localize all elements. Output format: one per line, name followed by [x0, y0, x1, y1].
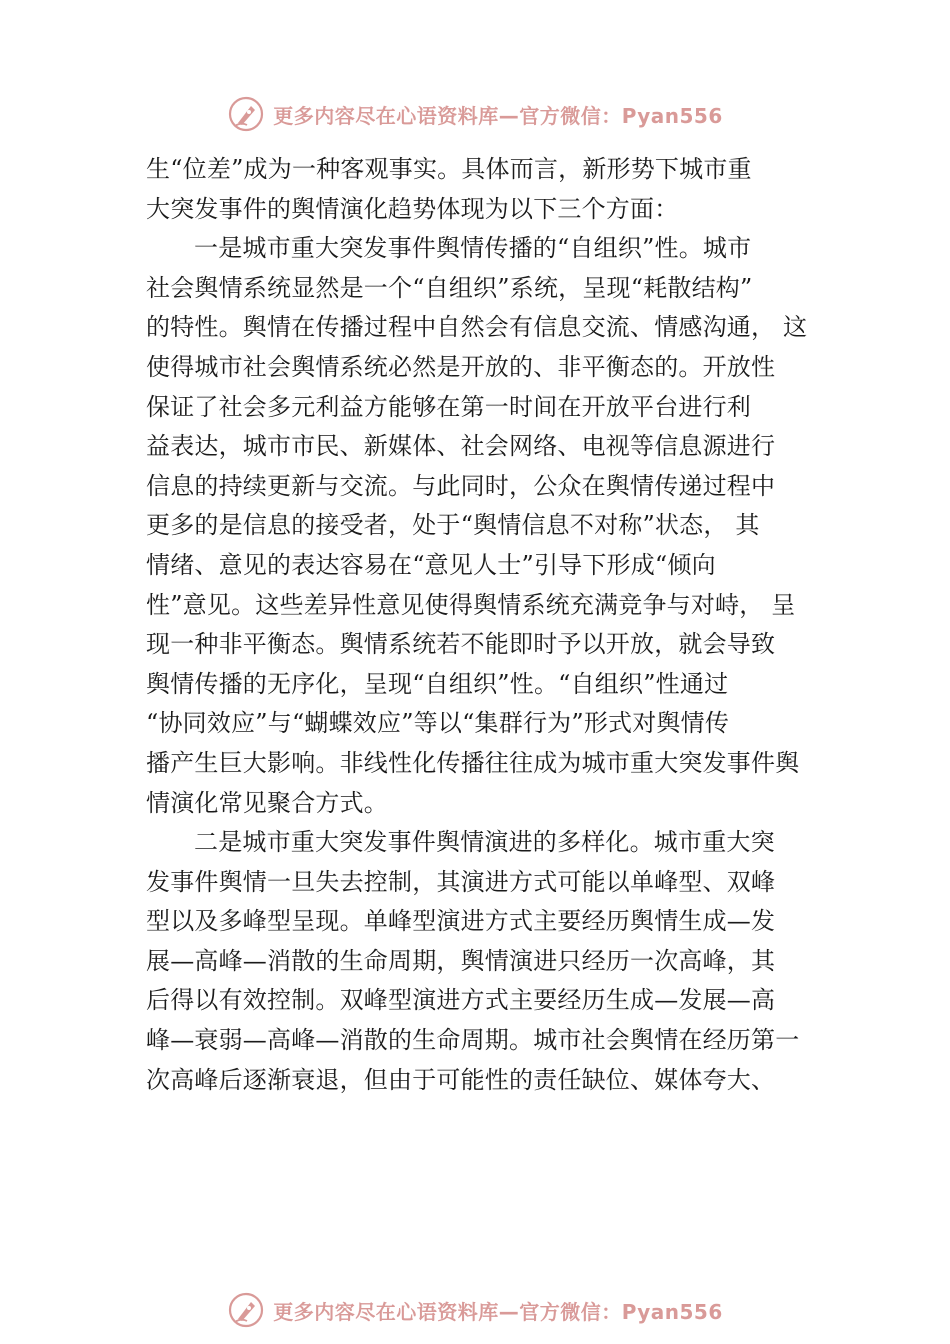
pen-nib-icon: [227, 95, 265, 133]
document-body: [146, 150, 826, 1100]
text-line: 性”意见。这些差异性意见使得舆情系统充满竞争与对峙， 呈: [146, 590, 796, 619]
text-line: “协同效应”与“蝴蝶效应”等以“集群行为”形式对舆情传: [146, 709, 730, 738]
text-line: 大突发事件的舆情演化趋势体现为以下三个方面：: [146, 194, 679, 223]
text-line: 保证了社会多元利益方能够在第一时间在开放平台进行利: [146, 392, 751, 421]
watermark-text: 更多内容尽在心语资料库—官方微信：Pyan556: [273, 103, 723, 128]
text-line: 的特性。舆情在传播过程中自然会有信息交流、情感沟通， 这: [146, 313, 808, 342]
text-line: 使得城市社会舆情系统必然是开放的、非平衡态的。开放性: [146, 352, 776, 381]
footer-watermark-banner: [0, 1290, 950, 1330]
text-line: 后得以有效控制。双峰型演进方式主要经历生成—发展—高: [146, 986, 776, 1015]
text-line: 峰—衰弱—高峰—消散的生命周期。城市社会舆情在经历第一: [146, 1026, 800, 1055]
text-line: 发事件舆情一旦失去控制，其演进方式可能以单峰型、双峰: [146, 867, 776, 896]
text-line: 信息的持续更新与交流。与此同时，公众在舆情传递过程中: [146, 471, 776, 500]
text-line: 益表达，城市市民、新媒体、社会网络、电视等信息源进行: [146, 432, 776, 461]
header-watermark-banner: [0, 94, 950, 134]
text-line: 社会舆情系统显然是一个“自组织”系统，呈现“耗散结构”: [146, 273, 753, 302]
watermark-text: 更多内容尽在心语资料库—官方微信：Pyan556: [273, 1299, 723, 1324]
text-line: 情演化常见聚合方式。: [146, 788, 388, 817]
text-line: 现一种非平衡态。舆情系统若不能即时予以开放，就会导致: [146, 630, 776, 659]
text-line: 次高峰后逐渐衰退，但由于可能性的责任缺位、媒体夸大、: [146, 1065, 776, 1094]
text-line: 型以及多峰型呈现。单峰型演进方式主要经历舆情生成—发: [146, 907, 776, 936]
text-line: 展—高峰—消散的生命周期，舆情演进只经历一次高峰，其: [146, 946, 776, 975]
paragraph-start-line: 一是城市重大突发事件舆情传播的“自组织”性。城市: [194, 234, 752, 263]
paragraph-start-line: 二是城市重大突发事件舆情演进的多样化。城市重大突: [194, 828, 775, 857]
text-line: 舆情传播的无序化，呈现“自组织”性。“自组织”性通过: [146, 669, 729, 698]
text-line: 更多的是信息的接受者，处于“舆情信息不对称”状态， 其: [146, 511, 760, 540]
text-line: 播产生巨大影响。非线性化传播往往成为城市重大突发事件舆: [146, 748, 800, 777]
pen-nib-icon: [227, 1291, 265, 1329]
text-line: 情绪、意见的表达容易在“意见人士”引导下形成“倾向: [146, 550, 716, 579]
text-line: 生“位差”成为一种客观事实。具体而言，新形势下城市重: [146, 155, 752, 183]
